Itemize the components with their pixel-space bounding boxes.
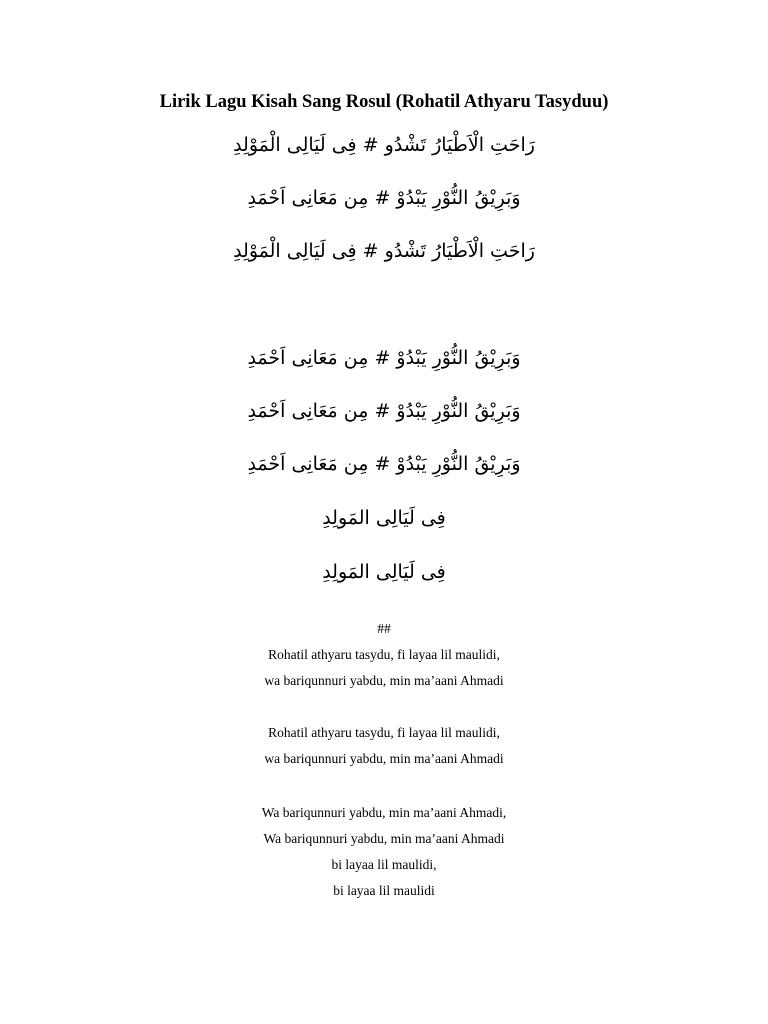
arabic-lyric-line: فِى لَيَالِى المَولِدِ (322, 507, 446, 529)
latin-lyric-line: wa bariqunnuri yabdu, min ma’aani Ahmadi (264, 673, 504, 688)
latin-lyric-line: bi layaa lil maulidi (333, 883, 435, 898)
latin-lyric-line: Wa bariqunnuri yabdu, min ma’aani Ahmadi (263, 831, 505, 846)
latin-lyric-line: Rohatil athyaru tasydu, fi layaa lil maulidi, (268, 647, 500, 662)
arabic-lyric-line: وَبَرِيْقُ النُّوْرِ يَبْدُوْ # مِن مَعَانِى اَحْمَدِ (247, 187, 521, 209)
latin-lyric-line: wa bariqunnuri yabdu, min ma’aani Ahmadi (264, 751, 504, 766)
arabic-lyric-line: فِى لَيَالِى المَولِدِ (322, 561, 446, 583)
document-title: Lirik Lagu Kisah Sang Rosul (Rohatil Athyaru Tasyduu) (159, 92, 609, 112)
arabic-lyric-line: وَبَرِيْقُ النُّوْرِ يَبْدُوْ # مِن مَعَانِى اَحْمَدِ (247, 453, 521, 475)
latin-lyric-line: Wa bariqunnuri yabdu, min ma’aani Ahmadi, (261, 805, 507, 820)
arabic-lyric-line: رَاحَتِ الْاَطْيَارُ تَشْدُو # فِى لَيَالِى الْمَوْلِدِ (233, 240, 535, 262)
arabic-lyric-line: وَبَرِيْقُ النُّوْرِ يَبْدُوْ # مِن مَعَانِى اَحْمَدِ (247, 400, 521, 422)
arabic-lyric-line: وَبَرِيْقُ النُّوْرِ يَبْدُوْ # مِن مَعَانِى اَحْمَدِ (247, 347, 521, 369)
arabic-lyric-line: رَاحَتِ الْاَطْيَارُ تَشْدُو # فِى لَيَالِى الْمَوْلِدِ (233, 134, 535, 156)
latin-lyric-line: bi layaa lil maulidi, (331, 857, 437, 872)
section-separator: ## (377, 621, 391, 636)
latin-lyric-line: Rohatil athyaru tasydu, fi layaa lil maulidi, (268, 725, 500, 740)
